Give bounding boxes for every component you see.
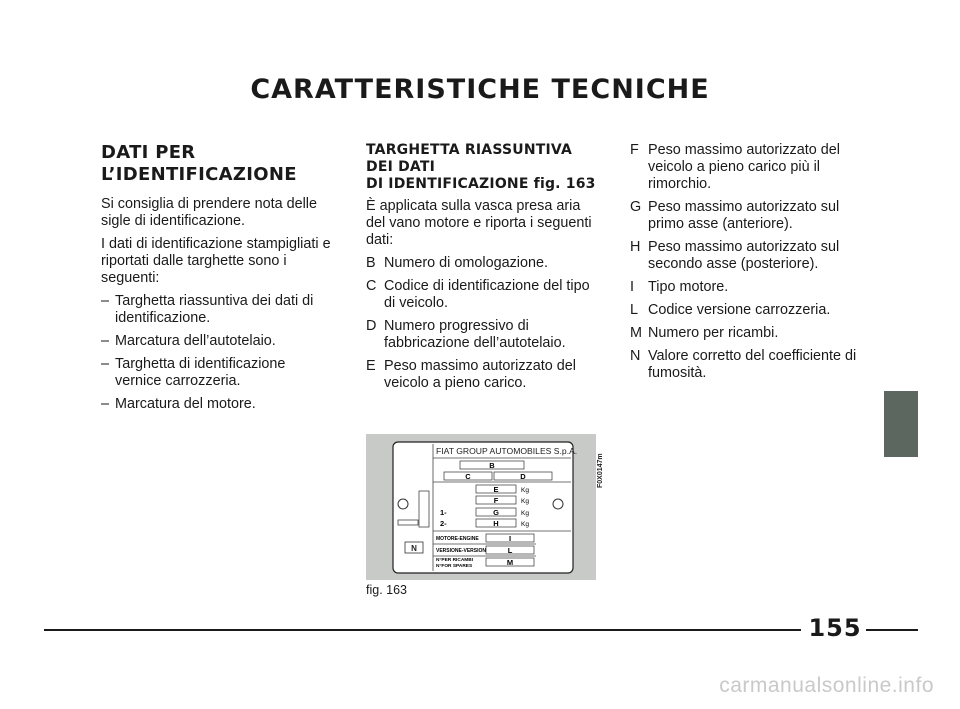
column-plate-summary bbox=[366, 142, 598, 398]
list-key: N bbox=[630, 348, 641, 364]
label-version: VERSIONE-VERSION bbox=[436, 548, 487, 554]
list-item-text: Peso massimo autorizzato del veicolo a pieno carico più il rimorchio. bbox=[648, 142, 840, 192]
list-key: E bbox=[366, 358, 376, 374]
list-item-text: Marcatura del motore. bbox=[115, 396, 256, 412]
list-item bbox=[366, 278, 598, 312]
list-item-text: Targhetta di identificazione vernice carrozzeria. bbox=[115, 356, 286, 389]
list-item-text: Peso massimo autorizzato sul primo asse (anteriore). bbox=[648, 199, 840, 232]
list-item-text: Codice di identificazione del tipo di veicolo. bbox=[384, 278, 590, 311]
heading-line: DEI DATI bbox=[366, 159, 435, 175]
list-item bbox=[630, 142, 870, 193]
paragraph: Si consiglia di prendere nota delle sigle di identificazione. bbox=[101, 196, 318, 229]
list-item-text: Codice versione carrozzeria. bbox=[648, 302, 831, 318]
list-item-text: Numero per ricambi. bbox=[648, 325, 779, 341]
list-item bbox=[101, 396, 333, 413]
axle-2-label: 2- bbox=[440, 519, 447, 528]
page-title: CARATTERISTICHE TECNICHE bbox=[250, 74, 710, 105]
label-spares-1: N°PER RICAMBI bbox=[436, 558, 474, 563]
plate-drawing bbox=[366, 434, 596, 580]
footer-rule bbox=[44, 629, 801, 631]
box-n-label: N bbox=[411, 544, 417, 553]
chapter-tab-marker bbox=[884, 391, 918, 457]
plate-header: FIAT GROUP AUTOMOBILES S.p.A. bbox=[436, 446, 578, 456]
list-item bbox=[630, 325, 870, 342]
list-item-text: Numero progressivo di fabbricazione dell’autotelaio. bbox=[384, 318, 566, 351]
box-i-label: I bbox=[508, 534, 512, 543]
list-key: D bbox=[366, 318, 377, 334]
list-item bbox=[101, 333, 333, 350]
label-engine: MOTORE-ENGINE bbox=[436, 536, 479, 542]
unit-kg: Kg bbox=[521, 510, 529, 517]
list-dash: – bbox=[101, 293, 110, 309]
axle-1-label: 1- bbox=[440, 508, 447, 517]
list-key: H bbox=[630, 239, 641, 255]
box-g-label: G bbox=[493, 508, 499, 517]
box-b-label: B bbox=[489, 461, 495, 470]
figure-caption: fig. 163 bbox=[366, 583, 408, 597]
figure-code: F0X0147m bbox=[597, 453, 604, 488]
list-key: I bbox=[630, 279, 634, 295]
box-m-label: M bbox=[506, 558, 514, 567]
list-item-text: Peso massimo autorizzato sul secondo asse (posteriore). bbox=[648, 239, 840, 272]
identification-plate-figure bbox=[366, 434, 596, 580]
box-h-label: H bbox=[493, 519, 499, 528]
list-item-text: Peso massimo autorizzato del veicolo a pieno carico. bbox=[384, 358, 576, 391]
heading-line: TARGHETTA RIASSUNTIVA bbox=[366, 142, 573, 158]
list-item bbox=[630, 279, 870, 296]
list-key: B bbox=[366, 255, 376, 271]
list-key: M bbox=[630, 325, 642, 341]
paragraph: I dati di identificazione stampigliati e riportati dalle targhette sono i seguenti: bbox=[101, 236, 331, 286]
list-item bbox=[101, 356, 333, 390]
list-key: F bbox=[630, 142, 639, 158]
rivet-right bbox=[553, 499, 563, 509]
list-item-text: Numero di omologazione. bbox=[384, 255, 548, 271]
heading-line: L’IDENTIFICAZIONE bbox=[101, 164, 297, 185]
box-e-label: E bbox=[493, 485, 499, 494]
unit-kg: Kg bbox=[521, 487, 529, 494]
section-heading-identification bbox=[101, 142, 333, 186]
box-d-label: D bbox=[520, 472, 526, 481]
box-l-label: L bbox=[507, 546, 513, 555]
watermark: carmanualsonline.info bbox=[719, 674, 934, 697]
heading-line: DI IDENTIFICAZIONE fig. 163 bbox=[366, 176, 596, 192]
list-item-text: Tipo motore. bbox=[648, 279, 729, 295]
list-item bbox=[366, 358, 598, 392]
list-dash: – bbox=[101, 396, 110, 412]
footer-rule bbox=[866, 629, 918, 631]
list-item-text: Marcatura dell’autotelaio. bbox=[115, 333, 276, 349]
list-item bbox=[630, 348, 870, 382]
label-spares-2: N°FOR SPARES bbox=[436, 564, 473, 569]
box-f-label: F bbox=[493, 496, 499, 505]
list-dash: – bbox=[101, 333, 110, 349]
box-c-label: C bbox=[465, 472, 471, 481]
list-dash: – bbox=[101, 356, 110, 372]
page-number: 155 bbox=[808, 614, 862, 642]
list-item-text: Valore corretto del coefficiente di fumosità. bbox=[648, 348, 857, 381]
list-key: L bbox=[630, 302, 639, 318]
column-identification bbox=[101, 142, 333, 419]
list-item-text: Targhetta riassuntiva dei dati di identificazione. bbox=[115, 293, 314, 326]
list-item bbox=[101, 293, 333, 327]
list-key: C bbox=[366, 278, 377, 294]
list-item bbox=[630, 199, 870, 233]
unit-kg: Kg bbox=[521, 521, 529, 528]
unit-kg: Kg bbox=[521, 498, 529, 505]
column-plate-legend bbox=[630, 142, 870, 388]
list-item bbox=[630, 239, 870, 273]
list-item bbox=[366, 318, 598, 352]
paragraph: È applicata sulla vasca presa aria del vano motore e riporta i seguenti dati: bbox=[366, 198, 592, 248]
section-heading-plate bbox=[366, 142, 598, 193]
list-key: G bbox=[630, 199, 642, 215]
heading-line: DATI PER bbox=[101, 142, 196, 163]
list-item bbox=[630, 302, 870, 319]
list-item bbox=[366, 255, 598, 272]
rivet-left bbox=[398, 499, 408, 509]
